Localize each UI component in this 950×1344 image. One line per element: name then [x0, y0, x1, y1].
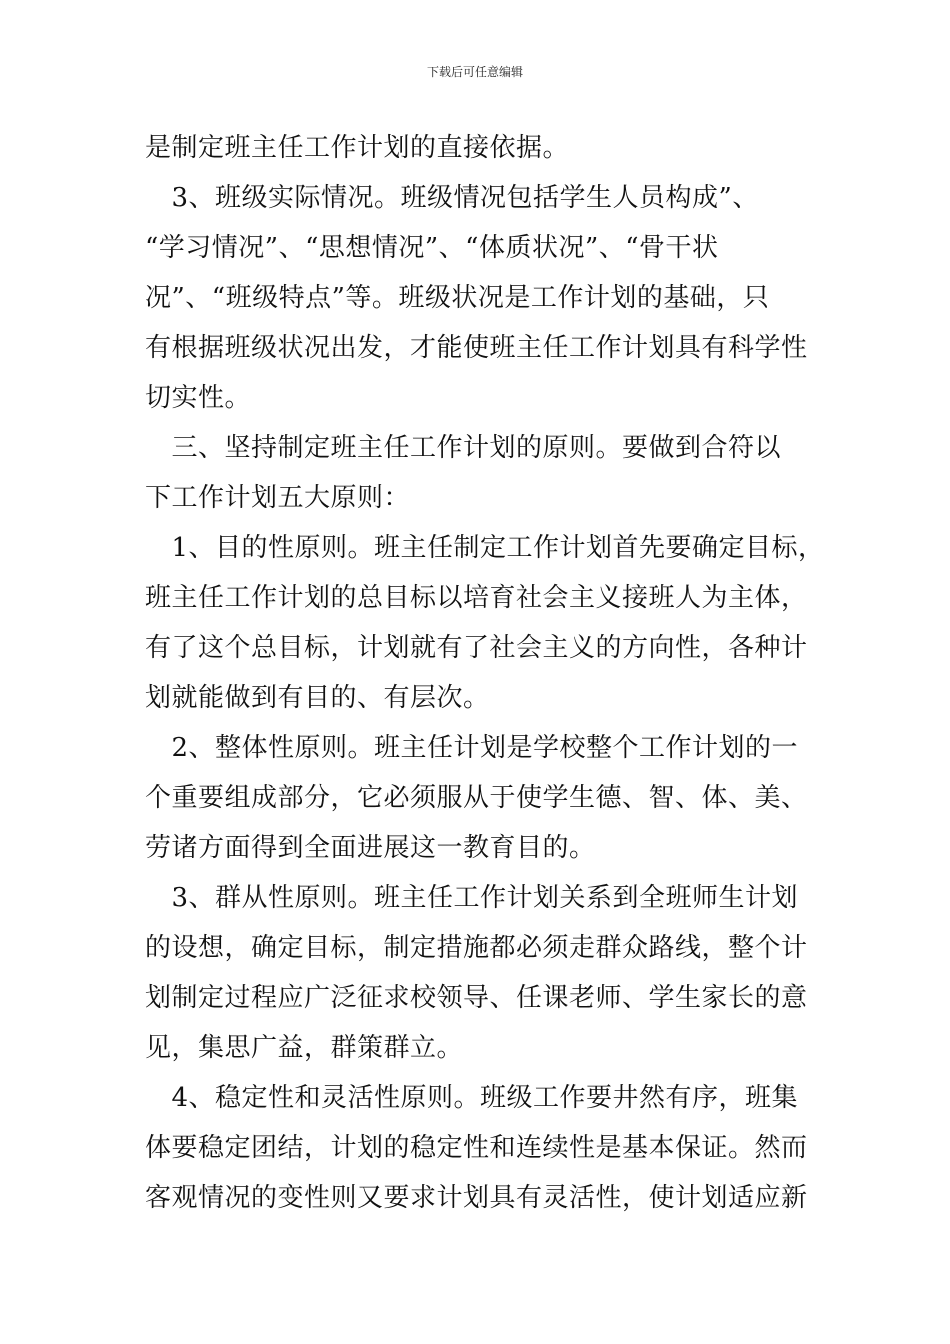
text-line: 体要稳定团结，计划的稳定性和连续性是基本保证。然而 — [145, 1133, 808, 1163]
text-line: 4、稳定性和灵活性原则。班级工作要井然有序，班集 — [145, 1083, 799, 1113]
text-line: 1、目的性原则。班主任制定工作计划首先要确定目标， — [145, 533, 825, 563]
text-line: 3、群从性原则。班主任工作计划关系到全班师生计划 — [145, 883, 799, 913]
text-line: 见，集思广益，群策群立。 — [145, 1033, 464, 1063]
text-line: 2、整体性原则。班主任计划是学校整个工作计划的一 — [145, 733, 799, 763]
text-line: 下工作计划五大原则： — [145, 483, 411, 513]
text-line: 的设想，确定目标，制定措施都必须走群众路线，整个计 — [145, 933, 808, 963]
text-line: 3、班级实际情况。班级情况包括学生人员构成”、 — [145, 183, 759, 213]
text-line: 有根据班级状况出发，才能使班主任工作计划具有科学性 — [145, 333, 808, 363]
text-line: 个重要组成部分，它必须服从于使学生德、智、体、美、 — [145, 783, 808, 813]
text-line: “学习情况”、“思想情况”、“体质状况”、“骨干状 — [145, 233, 719, 263]
text-line: 况”、“班级特点”等。班级状况是工作计划的基础，只 — [145, 283, 770, 313]
text-line: 是制定班主任工作计划的直接依据。 — [145, 133, 570, 163]
text-line: 划制定过程应广泛征求校领导、任课老师、学生家长的意 — [145, 983, 808, 1013]
text-line: 客观情况的变性则又要求计划具有灵活性，使计划适应新 — [145, 1183, 808, 1213]
text-line: 划就能做到有目的、有层次。 — [145, 683, 490, 713]
text-line: 有了这个总目标，计划就有了社会主义的方向性，各种计 — [145, 633, 808, 663]
text-line: 劳诸方面得到全面进展这一教育目的。 — [145, 833, 596, 863]
text-line: 班主任工作计划的总目标以培育社会主义接班人为主体， — [145, 583, 808, 613]
text-line: 三、坚持制定班主任工作计划的原则。要做到合符以 — [145, 433, 782, 463]
page-header: 下载后可任意编辑 — [426, 65, 523, 79]
text-line: 切实性。 — [145, 383, 252, 413]
